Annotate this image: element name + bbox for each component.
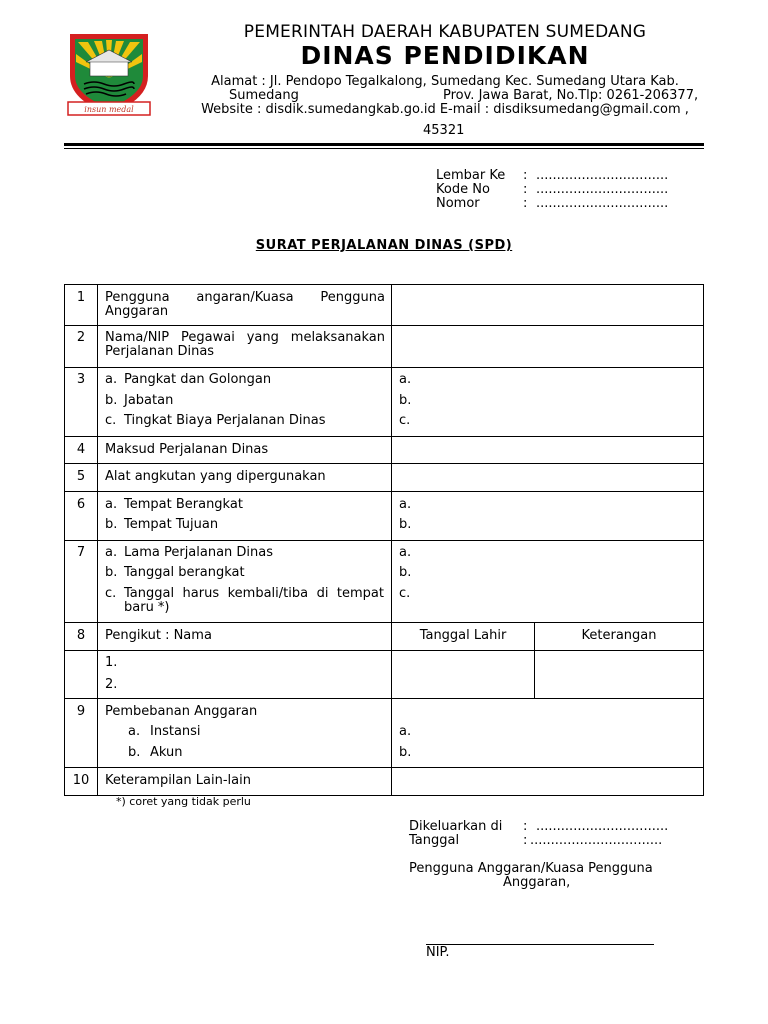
item-marker: c. bbox=[105, 413, 117, 428]
item-label: Lama Perjalanan Dinas bbox=[124, 545, 274, 560]
table-border bbox=[64, 622, 704, 623]
value-marker: a. bbox=[399, 724, 412, 739]
svg-text:insun medal: insun medal bbox=[84, 105, 134, 114]
table-border bbox=[64, 698, 704, 699]
item-label: Akun bbox=[150, 745, 183, 760]
address-line-2-city: Sumedang bbox=[229, 88, 299, 103]
value-marker: b. bbox=[399, 565, 412, 580]
row-number: 2 bbox=[76, 330, 86, 345]
row-number: 6 bbox=[76, 497, 86, 512]
row-number: 4 bbox=[76, 442, 86, 457]
table-border bbox=[64, 650, 704, 651]
address-postal-code: 45321 bbox=[423, 123, 465, 138]
table-border bbox=[64, 325, 704, 326]
column-header-notes: Keterangan bbox=[581, 628, 657, 643]
row-label: Pengikut : Nama bbox=[105, 628, 212, 643]
info-dots-lembar: ................................ bbox=[536, 168, 669, 183]
info-colon: : bbox=[523, 168, 528, 183]
table-border bbox=[391, 284, 392, 796]
table-border bbox=[64, 767, 704, 768]
item-marker: a. bbox=[105, 372, 118, 387]
date-dots: ................................ bbox=[530, 833, 663, 848]
item-label: Instansi bbox=[150, 724, 201, 739]
table-border bbox=[64, 367, 704, 368]
item-marker: c. bbox=[105, 586, 117, 601]
info-dots-nomor: ................................ bbox=[536, 196, 669, 211]
sumedang-regency-seal-logo bbox=[64, 30, 154, 120]
date-colon: : bbox=[523, 833, 528, 848]
value-marker: c. bbox=[399, 413, 411, 428]
value-marker: a. bbox=[399, 372, 412, 387]
address-line-3-contact: Website : disdik.sumedangkab.go.id E-mail : disdiksumedang@gmail.com , bbox=[201, 102, 689, 117]
row-number: 8 bbox=[76, 628, 86, 643]
value-marker: a. bbox=[399, 497, 412, 512]
info-label-kode: Kode No bbox=[436, 182, 490, 197]
agency-name: DINAS PENDIDIKAN bbox=[300, 41, 590, 70]
signature-line bbox=[426, 944, 654, 945]
table-border bbox=[64, 436, 704, 437]
item-label: Pangkat dan Golongan bbox=[124, 372, 272, 387]
info-label-nomor: Nomor bbox=[436, 196, 480, 211]
item-label: Jabatan bbox=[124, 393, 174, 408]
table-border bbox=[703, 284, 704, 796]
issued-at-dots: ................................ bbox=[536, 819, 669, 834]
item-marker: b. bbox=[105, 393, 118, 408]
header-rule-thick bbox=[64, 143, 704, 146]
table-border bbox=[64, 463, 704, 464]
item-label: Tempat Tujuan bbox=[124, 517, 219, 532]
header-rule-thin bbox=[64, 148, 704, 149]
value-marker: a. bbox=[399, 545, 412, 560]
item-marker: b. bbox=[128, 745, 141, 760]
date-label: Tanggal bbox=[409, 833, 460, 848]
row-label: Keterampilan Lain-lain bbox=[105, 773, 251, 788]
row-label: Pembebanan Anggaran bbox=[105, 704, 258, 719]
issued-at-label: Dikeluarkan di bbox=[409, 819, 503, 834]
value-marker: b. bbox=[399, 745, 412, 760]
government-name: PEMERINTAH DAERAH KABUPATEN SUMEDANG bbox=[243, 22, 647, 42]
value-marker: b. bbox=[399, 517, 412, 532]
row-label: Alat angkutan yang dipergunakan bbox=[105, 469, 326, 484]
info-colon: : bbox=[523, 196, 528, 211]
row-number: 1 bbox=[76, 290, 86, 305]
item-label: Tingkat Biaya Perjalanan Dinas bbox=[124, 413, 326, 428]
item-marker: a. bbox=[128, 724, 141, 739]
row-label: Maksud Perjalanan Dinas bbox=[105, 442, 269, 457]
row-number: 10 bbox=[72, 773, 90, 788]
row-number: 9 bbox=[76, 704, 86, 719]
footnote: *) coret yang tidak perlu bbox=[116, 795, 251, 808]
column-header-birthdate: Tanggal Lahir bbox=[419, 628, 507, 643]
address-line-1: Alamat : Jl. Pendopo Tegalkalong, Sumedang Kec. Sumedang Utara Kab. bbox=[211, 74, 679, 89]
issued-at-colon: : bbox=[523, 819, 528, 834]
item-marker: a. bbox=[105, 497, 118, 512]
row-label: Nama/NIP Pegawai yang melaksanakan Perjalanan Dinas bbox=[105, 330, 385, 359]
value-marker: b. bbox=[399, 393, 412, 408]
item-marker: a. bbox=[105, 545, 118, 560]
document-title: SURAT PERJALANAN DINAS (SPD) bbox=[255, 238, 513, 253]
signatory-role-line2: Anggaran, bbox=[503, 875, 571, 890]
item-label: Tanggal berangkat bbox=[124, 565, 245, 580]
row-number: 7 bbox=[76, 545, 86, 560]
nip-label: NIP. bbox=[426, 945, 450, 960]
value-marker: c. bbox=[399, 586, 411, 601]
info-dots-kode: ................................ bbox=[536, 182, 669, 197]
item-marker: b. bbox=[105, 517, 118, 532]
table-border bbox=[97, 284, 98, 796]
row-number: 3 bbox=[76, 372, 86, 387]
item-label: Tanggal harus kembali/tiba di tempat baru *) bbox=[124, 586, 384, 615]
signatory-role-line1: Pengguna Anggaran/Kuasa Pengguna bbox=[409, 861, 653, 876]
follower-item: 1. bbox=[105, 655, 118, 670]
table-border bbox=[64, 540, 704, 541]
item-label: Tempat Berangkat bbox=[124, 497, 243, 512]
table-border bbox=[64, 284, 704, 285]
item-marker: b. bbox=[105, 565, 118, 580]
table-border bbox=[64, 284, 65, 796]
follower-item: 2. bbox=[105, 677, 118, 692]
info-label-lembar: Lembar Ke bbox=[436, 168, 506, 183]
row-label: Pengguna angaran/Kuasa Pengguna Anggaran bbox=[105, 290, 385, 319]
row-number: 5 bbox=[76, 469, 86, 484]
info-colon: : bbox=[523, 182, 528, 197]
address-line-2-province: Prov. Jawa Barat, No.Tlp: 0261-206377, bbox=[443, 88, 699, 103]
table-border bbox=[64, 491, 704, 492]
